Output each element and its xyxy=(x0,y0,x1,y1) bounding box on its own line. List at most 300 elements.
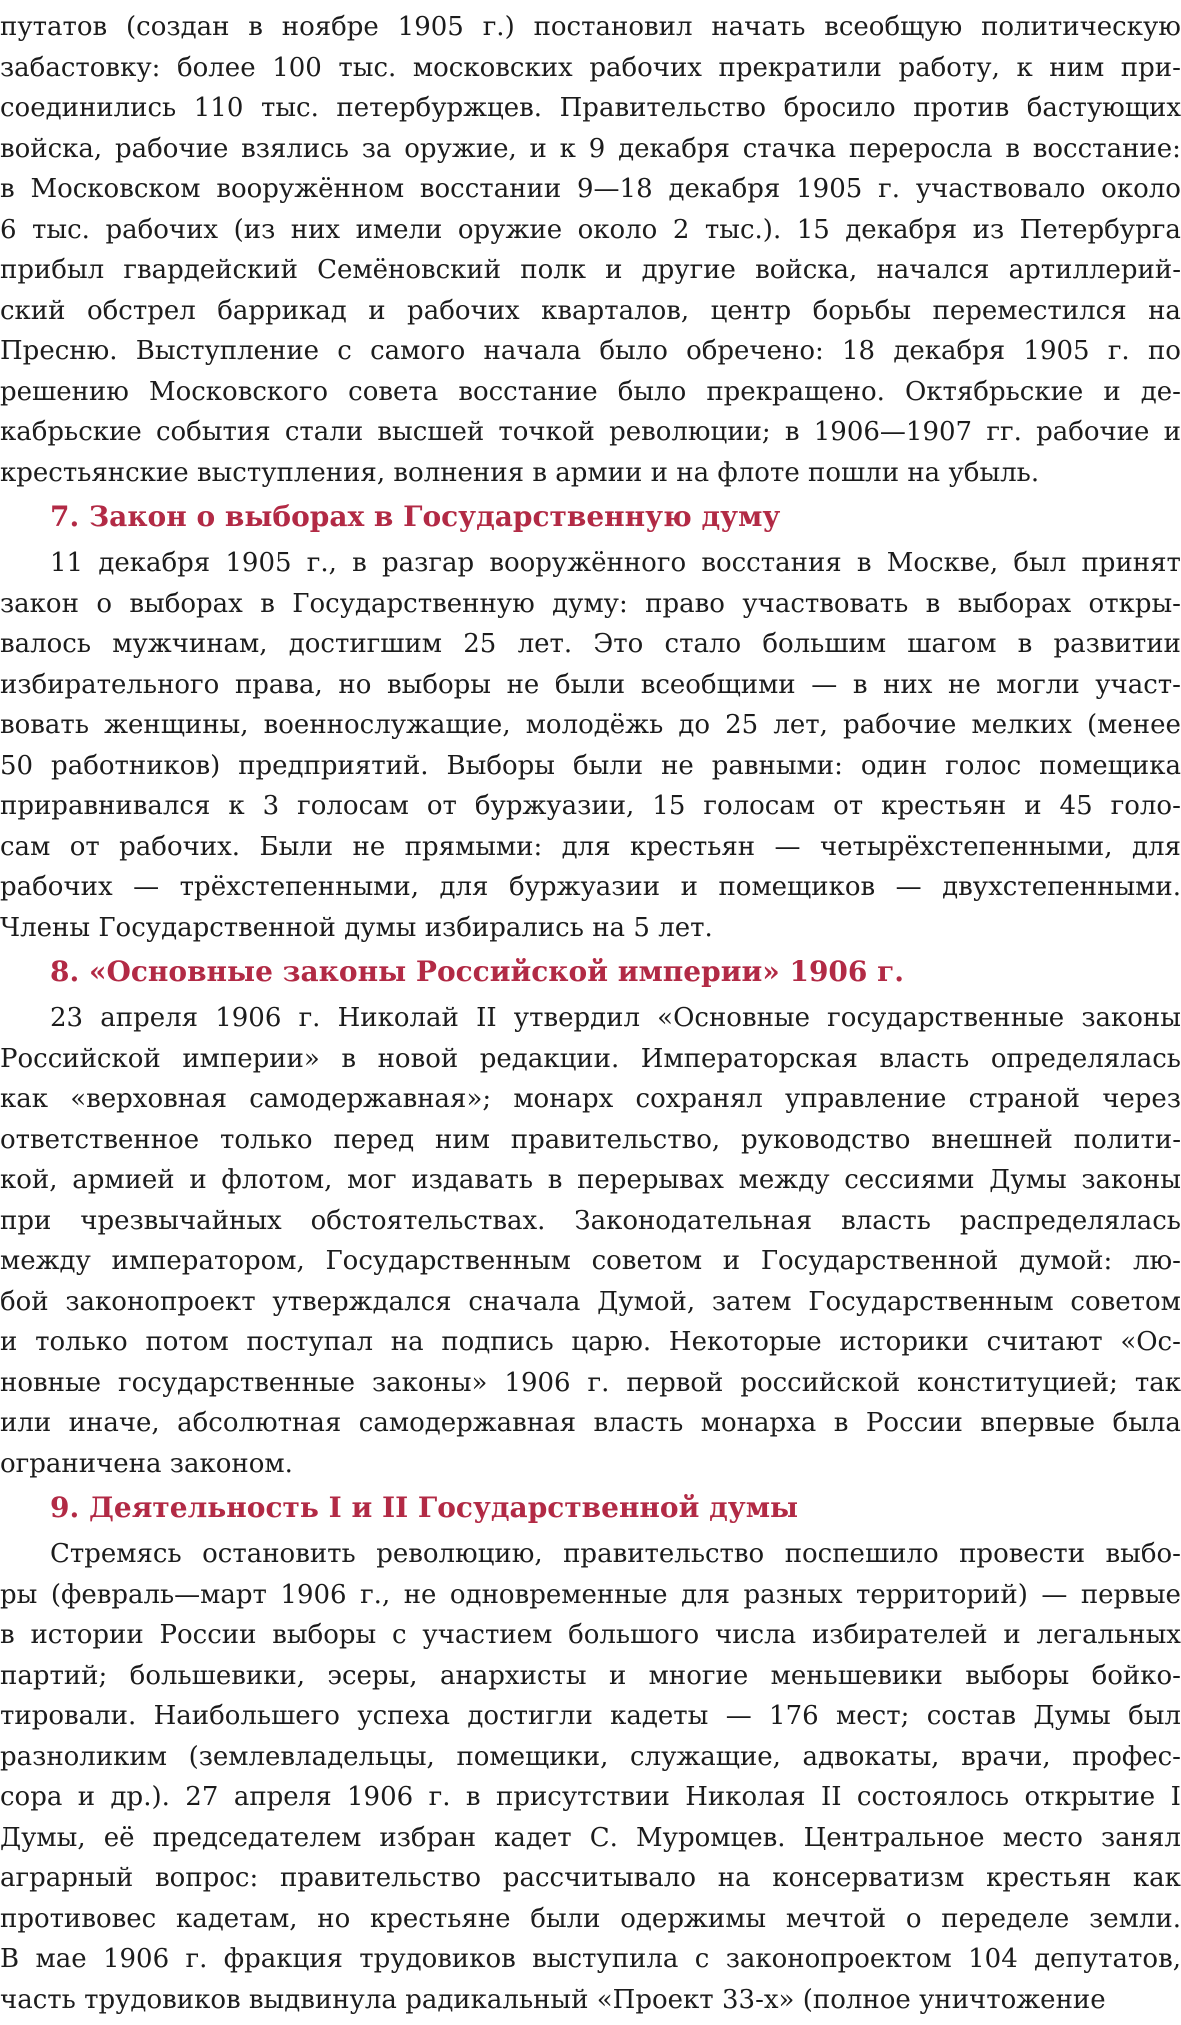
word: откры- xyxy=(1088,588,1181,619)
word: голосам xyxy=(703,791,816,821)
word: Государственную xyxy=(292,588,535,619)
word: сам xyxy=(0,831,51,862)
word: армии xyxy=(555,457,643,488)
word: стали xyxy=(284,417,364,447)
word: 110 xyxy=(193,93,244,123)
word: московских xyxy=(412,52,573,83)
word: (из xyxy=(233,214,276,245)
word: 1906 xyxy=(347,1782,414,1812)
word: конституцией; xyxy=(917,1367,1118,1398)
word: волнения xyxy=(393,457,524,488)
word: была xyxy=(1112,1408,1181,1438)
word: Государственной xyxy=(760,1246,999,1276)
word: поступал xyxy=(246,1327,373,1357)
word: распределялась xyxy=(959,1205,1181,1236)
word: бойко- xyxy=(1091,1660,1181,1691)
text-line xyxy=(0,326,1181,366)
word: рабочие xyxy=(843,710,957,740)
word: обстрел xyxy=(86,295,196,326)
word: кабрьские xyxy=(0,417,142,447)
word: аграрный xyxy=(0,1863,134,1893)
word: от xyxy=(426,791,457,821)
text-line xyxy=(0,579,1181,619)
word: обстоятельствах. xyxy=(310,1205,546,1236)
word: думой: xyxy=(1019,1246,1113,1276)
text-line xyxy=(0,164,1181,204)
word: историки xyxy=(839,1327,969,1357)
word: предприятий. xyxy=(238,750,429,781)
word: с xyxy=(337,336,352,366)
word: де- xyxy=(1140,376,1181,407)
word: российской xyxy=(740,1367,901,1398)
word: 1905 xyxy=(796,174,863,204)
word: буржуазии, xyxy=(474,791,635,821)
word: 45 xyxy=(1059,791,1093,821)
word: и xyxy=(1163,417,1181,447)
word: издавать xyxy=(411,1165,534,1195)
text-line xyxy=(0,1317,1181,1357)
word: Государственным xyxy=(808,1286,1054,1317)
word: правительство, xyxy=(510,1124,721,1155)
word: её xyxy=(103,1822,135,1853)
word: — xyxy=(811,669,838,700)
word: Москве, xyxy=(886,548,999,578)
word: Пресню. xyxy=(0,336,118,366)
word: оружие xyxy=(457,214,563,245)
word: флоте xyxy=(717,457,800,488)
word: к xyxy=(559,133,576,164)
word: от xyxy=(69,831,100,862)
word: числа xyxy=(715,1620,797,1650)
word: и xyxy=(680,872,698,902)
word: по xyxy=(1147,336,1181,366)
word: состав xyxy=(926,1701,1017,1731)
word: военнослужащие, xyxy=(263,710,511,740)
word: перерывах xyxy=(577,1165,724,1195)
word: в xyxy=(532,457,547,488)
word: первые xyxy=(1080,1579,1181,1610)
word: 25 xyxy=(725,710,759,740)
word: 15 xyxy=(796,214,830,245)
word: (полное xyxy=(802,1984,911,2015)
word: для xyxy=(1131,831,1181,862)
word: совета xyxy=(348,376,439,407)
word: 11 xyxy=(50,548,84,578)
word: Были xyxy=(259,831,334,862)
word: II xyxy=(476,1003,497,1033)
word: мужчинам, xyxy=(112,629,268,659)
word: Наибольшего xyxy=(153,1701,340,1731)
section-heading: 9. Деятельность I и II Государственной думы xyxy=(50,1491,799,1524)
word: г.) xyxy=(482,12,515,42)
text-line xyxy=(0,1155,1181,1195)
word: разноликим xyxy=(0,1741,167,1772)
text-line xyxy=(50,538,1181,578)
word: власть xyxy=(841,1205,931,1236)
word: переросла xyxy=(848,133,993,164)
word: трёхстепенными, xyxy=(179,872,419,902)
word: в xyxy=(1005,133,1020,164)
word: выборы xyxy=(272,1620,377,1650)
word: Николая xyxy=(685,1782,806,1812)
word: вооружённом xyxy=(216,174,405,204)
word: был xyxy=(1013,548,1067,578)
word: права, xyxy=(234,669,323,700)
word: адвокаты, xyxy=(802,1741,940,1772)
word: Думой, xyxy=(597,1286,696,1317)
word: шагом xyxy=(907,629,997,659)
word: трудовиков xyxy=(84,1984,241,2015)
word: часть xyxy=(0,1984,76,2015)
word: руководство xyxy=(741,1124,911,1155)
word: 104 xyxy=(968,1944,1018,1974)
word: имели xyxy=(355,214,443,245)
word: истории xyxy=(30,1620,144,1650)
word: императором, xyxy=(111,1246,305,1276)
word: для xyxy=(561,831,611,862)
word: меньшевики xyxy=(770,1660,943,1691)
word: на xyxy=(592,912,626,943)
word: на xyxy=(390,1327,424,1357)
word: развитии xyxy=(1053,629,1181,659)
word: бой xyxy=(0,1286,49,1317)
word: достигли xyxy=(467,1701,593,1731)
word: г., xyxy=(360,1579,391,1610)
word: декабря xyxy=(893,336,1006,366)
word: работу, xyxy=(898,52,1000,83)
word: рабочих. xyxy=(119,831,241,862)
word: в xyxy=(833,1408,849,1438)
word: в xyxy=(547,1165,563,1195)
word: избирательного xyxy=(0,669,220,700)
word: эсеры, xyxy=(327,1660,418,1691)
word: крестьян xyxy=(986,1863,1112,1893)
word: фракция xyxy=(223,1944,343,1974)
word: только xyxy=(35,1327,128,1357)
word: противовес xyxy=(0,1903,157,1934)
word: успеха xyxy=(357,1701,451,1731)
word: помещика xyxy=(1039,750,1181,781)
word: в xyxy=(352,548,367,578)
word: апреля xyxy=(100,1003,199,1033)
word: кой, xyxy=(0,1165,58,1195)
word: войска, xyxy=(755,255,858,285)
word: соединились xyxy=(0,93,177,123)
word: советом xyxy=(1070,1286,1181,1317)
word: но xyxy=(317,1903,351,1934)
word: думу: xyxy=(552,588,628,619)
word: всеобщую xyxy=(824,12,963,42)
word: 1906 xyxy=(102,1944,170,1974)
word: них xyxy=(290,214,341,245)
word: рабочие xyxy=(115,133,229,164)
word: законопроект xyxy=(65,1286,256,1317)
text-line xyxy=(0,1610,1181,1650)
word: Московском xyxy=(30,174,201,204)
word: другие xyxy=(641,255,736,285)
word: восстание xyxy=(458,376,598,407)
word: чрезвычайных xyxy=(80,1205,282,1236)
word: думы xyxy=(344,912,417,943)
word: 15 xyxy=(652,791,686,821)
word: крестьян xyxy=(881,791,1007,821)
word: власть xyxy=(879,1043,970,1074)
word: уничтожение xyxy=(919,1984,1106,2015)
word: Муромцев. xyxy=(636,1822,786,1853)
word: консерватизм xyxy=(772,1863,965,1893)
word: кадетам, xyxy=(175,1903,298,1934)
word: страной xyxy=(968,1084,1080,1114)
word: баррикад xyxy=(217,295,347,326)
word: ский xyxy=(0,295,66,326)
word: «Основные xyxy=(657,1003,810,1033)
word: трудовиков xyxy=(359,1944,516,1974)
text-line xyxy=(0,1358,1181,1398)
word: кадеты xyxy=(610,1701,709,1731)
word: тыс.). xyxy=(704,214,782,245)
word: г. xyxy=(428,1782,451,1812)
word: право xyxy=(645,588,725,619)
word: были xyxy=(554,669,626,700)
word: принят xyxy=(1081,548,1181,578)
word: против xyxy=(913,93,1010,123)
text-line xyxy=(0,1277,1181,1317)
word: остановить xyxy=(202,1539,356,1569)
word: апреля xyxy=(233,1782,332,1812)
word: в xyxy=(0,1620,15,1650)
word: и xyxy=(1024,791,1042,821)
word: 3 xyxy=(262,791,280,821)
word: законы» xyxy=(371,1367,488,1398)
word: прекращено. xyxy=(706,376,885,407)
word: (менее xyxy=(1087,710,1181,740)
text-line xyxy=(50,993,1181,1033)
word: для xyxy=(439,872,489,902)
word: более xyxy=(176,52,256,83)
word: события xyxy=(155,417,271,447)
word: Российской xyxy=(0,1043,161,1074)
word: путатов xyxy=(0,12,108,42)
word: подпись xyxy=(441,1327,554,1357)
text-line xyxy=(0,367,1181,407)
word: сохранял xyxy=(635,1084,763,1114)
word: (создан xyxy=(126,12,230,42)
word: выступила xyxy=(532,1944,679,1974)
word: разгар xyxy=(382,548,475,578)
word: Семёновский xyxy=(317,255,502,285)
word: большевики, xyxy=(129,1660,306,1691)
word: только xyxy=(219,1124,313,1155)
word: Выступление xyxy=(135,336,320,366)
word: прямыми: xyxy=(404,831,543,862)
word: высшей xyxy=(377,417,485,447)
word: около xyxy=(1101,174,1181,204)
word: лет. xyxy=(658,912,713,943)
word: территорий) xyxy=(855,1579,1028,1610)
word: 1905 xyxy=(1023,336,1090,366)
word: мае xyxy=(35,1944,87,1974)
word: буржуазии xyxy=(508,872,661,902)
text-line xyxy=(0,1236,1181,1276)
word: монарха xyxy=(700,1408,817,1438)
word: Государственным xyxy=(325,1246,571,1276)
word: полити- xyxy=(1073,1124,1181,1155)
word: тировали. xyxy=(0,1701,137,1731)
word: первой xyxy=(626,1367,724,1398)
word: государственные xyxy=(117,1367,355,1398)
word: прекратили xyxy=(718,52,882,83)
word: ры xyxy=(0,1579,38,1610)
word: рабочие xyxy=(1036,417,1150,447)
word: избран xyxy=(379,1822,477,1853)
word: Некоторые xyxy=(668,1327,822,1357)
word: 1905 xyxy=(225,548,292,578)
word: 100 xyxy=(272,52,322,83)
text-line xyxy=(0,741,1181,781)
word: Октябрьские xyxy=(904,376,1084,407)
word: на xyxy=(676,457,710,488)
word: был xyxy=(1128,1701,1181,1731)
word: равными: xyxy=(711,750,843,781)
word: к xyxy=(228,791,245,821)
word: начался xyxy=(876,255,990,285)
word: перед xyxy=(333,1124,415,1155)
word: абсолютная xyxy=(177,1408,342,1438)
word: считают xyxy=(986,1327,1103,1357)
word: не xyxy=(947,669,981,700)
word: но xyxy=(338,669,372,700)
word: с xyxy=(694,1944,710,1974)
word: в xyxy=(784,417,800,447)
word: выступления, xyxy=(196,457,386,488)
word: бастующих xyxy=(1026,93,1181,123)
text-line xyxy=(0,1034,1181,1074)
word: большого xyxy=(568,1620,700,1650)
text-line xyxy=(0,862,1181,902)
word: оружие, xyxy=(404,133,517,164)
word: законы xyxy=(1081,1003,1181,1033)
text-line xyxy=(0,1570,1181,1610)
word: революции; xyxy=(609,417,771,447)
word: для xyxy=(681,1579,730,1610)
word: г. xyxy=(1107,336,1130,366)
word: 50 xyxy=(0,750,34,781)
word: избирались xyxy=(424,912,584,943)
text-line xyxy=(0,822,1181,862)
word: утверждался xyxy=(272,1286,452,1317)
word: — xyxy=(133,872,160,902)
word: империи» xyxy=(182,1043,320,1074)
word: законопроектом xyxy=(725,1944,952,1974)
word: до xyxy=(678,710,711,740)
word: обречено: xyxy=(686,336,824,366)
word: сора xyxy=(0,1782,63,1812)
word: депутатов, xyxy=(1034,1944,1181,1974)
word: помещиков xyxy=(718,872,876,902)
word: и xyxy=(605,255,623,285)
word: центр xyxy=(710,295,792,326)
word: восстании xyxy=(419,174,562,204)
word: др.). xyxy=(110,1782,170,1812)
word: вопрос: xyxy=(154,1863,259,1893)
word: на xyxy=(1148,295,1181,326)
text-line xyxy=(0,205,1181,245)
word: и xyxy=(1003,1620,1021,1650)
word: новные xyxy=(0,1367,102,1398)
text-line xyxy=(0,1975,1181,2015)
word: тыс. xyxy=(32,214,90,245)
word: голосам xyxy=(297,791,409,821)
word: четырёхстепенными, xyxy=(819,831,1113,862)
word: ним xyxy=(435,1124,490,1155)
word: занял xyxy=(1100,1822,1181,1853)
text-line xyxy=(0,43,1181,83)
text-line xyxy=(0,1196,1181,1236)
text-line xyxy=(0,124,1181,164)
text-line xyxy=(0,1651,1181,1691)
word: легальных xyxy=(1036,1620,1181,1650)
text-line xyxy=(0,700,1181,740)
word: многие xyxy=(648,1660,749,1691)
word: 1905 xyxy=(397,12,464,42)
section-heading: 7. Закон о выборах в Государственную думу xyxy=(50,500,781,533)
word: и xyxy=(189,1165,207,1195)
word: крестьян xyxy=(630,831,756,862)
word: 1906—1907 xyxy=(813,417,973,447)
word: при xyxy=(0,1205,52,1236)
word: крестьяне xyxy=(370,1903,511,1934)
word: стало xyxy=(664,629,742,659)
word: выборы xyxy=(965,1660,1070,1691)
word: могли xyxy=(996,669,1080,700)
word: в xyxy=(925,588,941,619)
word: Николай xyxy=(337,1003,459,1033)
text-line xyxy=(0,1853,1181,1893)
text-line xyxy=(0,286,1181,326)
word: утвердил xyxy=(513,1003,640,1033)
word: и xyxy=(650,457,668,488)
word: II xyxy=(820,1782,842,1812)
word: голос xyxy=(945,750,1022,781)
word: затем xyxy=(711,1286,792,1317)
word: или xyxy=(0,1408,52,1438)
word: и xyxy=(1103,376,1121,407)
word: молодёжь xyxy=(525,710,664,740)
word: выбо- xyxy=(1105,1539,1181,1569)
word: были xyxy=(572,750,644,781)
word: кадет xyxy=(494,1822,572,1853)
word: 6 xyxy=(0,214,17,245)
word: 23 xyxy=(50,1003,84,1033)
word: в xyxy=(856,548,872,578)
word: — xyxy=(725,1701,752,1731)
word: к xyxy=(1016,52,1033,83)
word: монарх xyxy=(513,1084,614,1114)
word: Законодательная xyxy=(574,1205,813,1236)
word: кварталов, xyxy=(541,295,690,326)
word: переделе xyxy=(941,1903,1070,1934)
word: Правительство xyxy=(559,93,767,123)
word: и xyxy=(77,1782,96,1812)
word: взялись xyxy=(241,133,349,164)
word: 18 xyxy=(841,336,876,366)
word: большим xyxy=(762,629,887,659)
word: помещики, xyxy=(456,1741,609,1772)
word: провести xyxy=(959,1539,1086,1569)
word: управление xyxy=(785,1084,947,1114)
word: армией xyxy=(72,1165,175,1195)
word: правительство xyxy=(563,1539,765,1569)
